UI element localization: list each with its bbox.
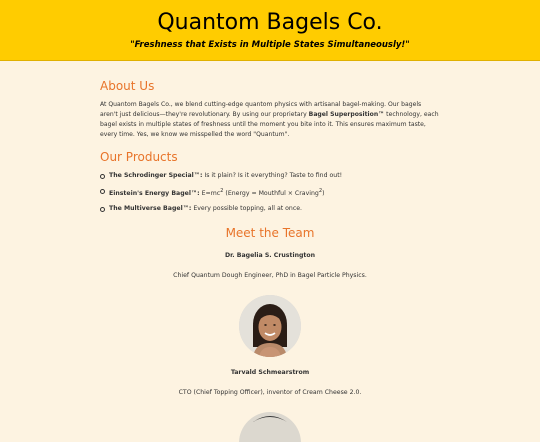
- product-desc: E=mc: [199, 190, 221, 198]
- superscript: 2: [220, 188, 224, 194]
- about-text-2: technology, each bagel exists in multiple states of freshness until the moment you bite into it. This ensures maximum taste, every time. Yes, we know we misspelled the word "Quantum".: [100, 111, 439, 138]
- portrait-image: [239, 295, 301, 357]
- product-item: [100, 171, 440, 181]
- product-desc: ): [322, 190, 325, 198]
- about-text-1: At Quantom Bagels Co., we blend cutting-edge quantom physics with artisanal bagel-making. Our bagels aren't just delicious—they're revolutionary. By using our proprietary: [100, 101, 422, 118]
- team-section: [100, 226, 440, 442]
- about-paragraph: [100, 100, 440, 140]
- member-role: Chief Quantum Dough Engineer, PhD in Bagel Particle Physics.: [173, 272, 367, 280]
- products-list: [100, 171, 440, 214]
- about-section: [100, 79, 440, 140]
- site-header: [0, 0, 540, 61]
- main-content: [100, 61, 440, 442]
- portrait-image: [239, 412, 301, 442]
- product-desc: Is it plain? Is it everything? Taste to find out!: [202, 172, 343, 179]
- about-heading: About Us: [100, 79, 155, 93]
- bullet-icon: [100, 189, 105, 194]
- team-heading: Meet the Team: [225, 226, 315, 241]
- bullet-icon: [100, 207, 105, 212]
- member-name: Tarvald Schmearstrom: [230, 369, 310, 377]
- team-member-photo: [239, 412, 301, 442]
- site-tagline: "Freshness that Exists in Multiple States Simultaneously!": [130, 40, 410, 50]
- superscript: 2: [318, 188, 323, 194]
- bullet-icon: [100, 174, 105, 179]
- about-text-bold: Bagel Superposition™: [308, 111, 385, 118]
- member-name: Dr. Bagelia S. Crustington: [224, 252, 316, 260]
- product-name: The Schrodinger Special™:: [109, 172, 203, 179]
- member-role: CTO (Chief Topping Officer), inventor of Cream Cheese 2.0.: [178, 389, 362, 397]
- product-name: The Multiverse Bagel™:: [109, 205, 192, 213]
- site-title: Quantom Bagels Co.: [157, 10, 383, 35]
- product-desc: (Energy = Mouthful × Craving: [223, 190, 319, 198]
- product-item: [100, 204, 440, 214]
- product-item: [100, 186, 440, 199]
- products-heading: Our Products: [100, 150, 178, 164]
- product-name: Einstein's Energy Bagel™:: [109, 190, 200, 198]
- products-section: [100, 150, 440, 214]
- team-member-photo: [239, 295, 301, 357]
- product-desc: Every possible topping, all at once.: [191, 205, 303, 213]
